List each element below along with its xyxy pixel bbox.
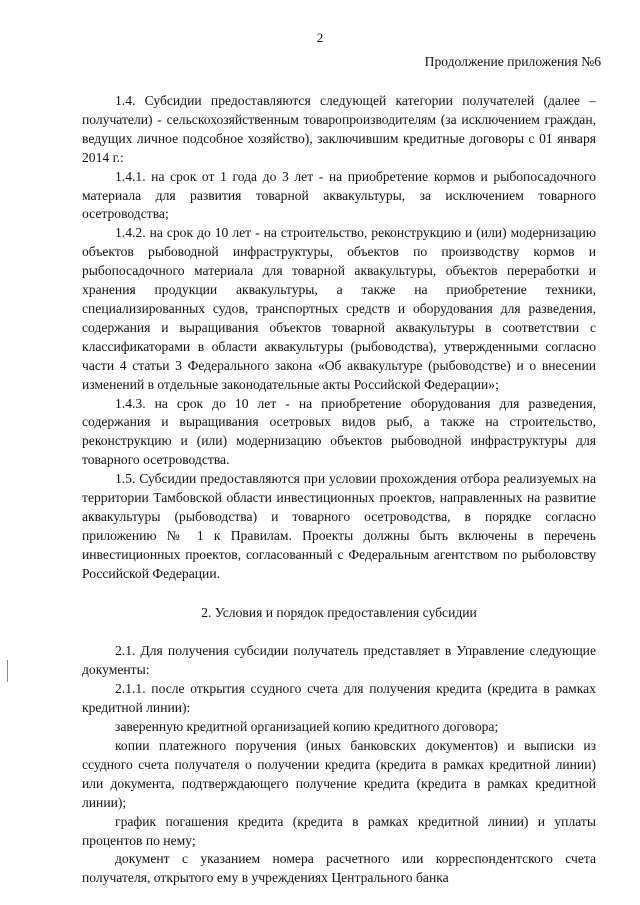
paragraph-1-5: 1.5. Субсидии предоставляются при условии прохождения отбора реализуемых на территории Тамбовской области инвестиционных проектов, направленных на развитие аквакультуры (рыбоводства) и товарного осетроводства, в порядке согласно приложению № 1 к Правилам. Проекты должны быть включены в перечень инвестиционных проектов, согласованный с Федеральным агентством по рыболовству Российской Федерации. [82, 471, 596, 581]
paragraph-1-4-1: 1.4.1. на срок от 1 года до 3 лет - на приобретение кормов и рыбопосадочного материала для развития товарной аквакультуры, за исключением товарного осетроводства; [82, 168, 596, 222]
list-item-credit-agreement-copy: заверенную кредитной организацией копию кредитного договора; [115, 719, 499, 735]
paragraph-1-4-2: 1.4.2. на срок до 10 лет - на строительство, реконструкцию и (или) модернизацию объектов рыбоводной инфраструктуры, объектов по производству кормов и рыбопосадочного материала для товарной аквакультуры, объектов переработки и хранения продукции аквакультуры, а также на приобретение техники, специализированных судов, транспортных средств и оборудования для разведения, содержания и выращивания объектов товарной аквакультуры в соответствии с классификаторами в области аквакультуры (рыбоводства), утвержденными согласно части 4 статьи 3 Федерального закона «Об аквакультуре (рыбоводстве) и о внесении изменений в отдельные законодательные акты Российской Федерации»; [82, 225, 596, 392]
section-title: 2. Условия и порядок предоставления субсидии [201, 604, 477, 620]
running-header: Продолжение приложения №6 [424, 54, 601, 69]
paragraph-2-1: 2.1. Для получения субсидии получатель представляет в Управление следующие документы: [82, 643, 596, 678]
list-item-account-document: документ с указанием номера расчетного или корреспондентского счета получателя, открытого ему в учреждениях Центрального банка [82, 851, 596, 886]
scan-margin-mark [7, 660, 8, 682]
page-number: 2 [316, 30, 324, 45]
paragraph-2-1-1: 2.1.1. после открытия ссудного счета для получения кредита (кредита в рамках кредитной линии): [82, 681, 596, 716]
paragraph-1-4: 1.4. Субсидии предоставляются следующей категории получателей (далее – получатели) - сельскохозяйственным товаропроизводителям (за исключением граждан, ведущих личное подсобное хозяйство), заключившим кредитные договоры с 01 января 2014 г.: [82, 93, 596, 165]
document-body [82, 92, 596, 888]
paragraph-1-4-3: 1.4.3. на срок до 10 лет - на приобретение оборудования для разведения, содержания и выращивания осетровых видов рыб, а также на строительство, реконструкцию и (или) модернизацию объектов рыбоводной инфраструктуры для товарного осетроводства. [82, 395, 596, 468]
list-item-repayment-schedule: график погашения кредита (кредита в рамках кредитной линии) и уплаты процентов по нему; [82, 813, 596, 848]
list-item-payment-order-copies: копии платежного поручения (иных банковских документов) и выписки из ссудного счета получателя о получении кредита (кредита в рамках кредитной линии) или документа, подтверждающего получение кредита (кредита в рамках кредитной линии); [82, 738, 596, 810]
